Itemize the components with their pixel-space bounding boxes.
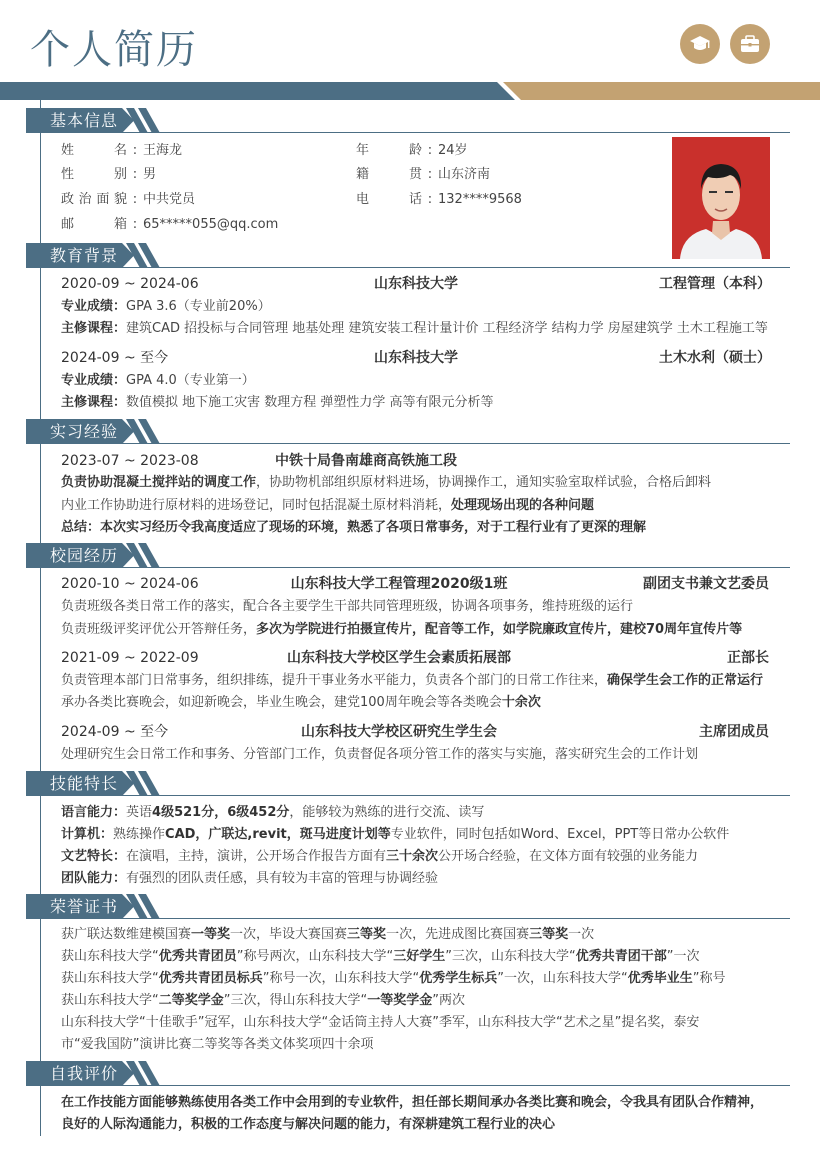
section-skills	[26, 771, 790, 801]
info-politics: 政治面貌 : 中共党员	[61, 192, 196, 207]
section-header	[26, 894, 790, 919]
section-header	[26, 771, 790, 796]
profile-photo	[672, 137, 770, 259]
campus-line: 处理研究生会日常工作和事务、分管部门工作，负责督促各项分管工作的落实与实施，落实研究生会的工作计划	[61, 747, 699, 762]
section-title: 荣誉证书	[50, 897, 119, 916]
skill-art: 文艺特长：在演唱，主持，演讲，公开场合作报告方面有三十余次公开场合经验，在文体方面有较强的业务能力	[61, 849, 699, 864]
section-education	[26, 243, 790, 273]
briefcase-icon	[730, 24, 770, 64]
internship-line: 负责协助混凝土搅拌站的调度工作，协助物机部组织原材料进场，协调操作工，通知实验室取样试验，合格后卸料	[61, 475, 712, 490]
section-campus	[26, 543, 790, 573]
honor-line: 获山东科技大学“二等奖学金”三次，得山东科技大学“一等奖学金”两次	[61, 993, 466, 1008]
honor-line: 获山东科技大学“优秀共青团员”称号两次，山东科技大学“三好学生”三次，山东科技大学“优秀共青团干部”一次	[61, 949, 700, 964]
section-header	[26, 543, 790, 568]
campus-line: 负责班级各类日常工作的落实，配合各主要学生干部共同管理班级，协调各项事务，维持班级的运行	[61, 599, 634, 614]
graduation-cap-icon	[680, 24, 720, 64]
internship-line: 内业工作协助进行原材料的进场登记，同时包括混凝土原材料消耗，处理现场出现的各种问题	[61, 498, 595, 513]
header-decor-bar	[0, 82, 820, 100]
info-age: 年龄 : 24岁	[356, 143, 468, 158]
self-eval-line: 良好的人际沟通能力，积极的工作态度与解决问题的能力，有深耕建筑工程行业的决心	[61, 1117, 556, 1132]
honor-line: 获广联达数维建模国赛一等奖一次，毕设大赛国赛三等奖一次，先进成图比赛国赛三等奖一次	[61, 927, 595, 942]
education-courses: 主修课程：数值模拟 地下施工灾害 数理方程 弹塑性力学 高等有限元分析等	[61, 395, 494, 410]
skill-language: 语言能力：英语4级521分，6级452分，能够较为熟练的进行交流、读写	[61, 805, 485, 820]
skill-computer: 计算机：熟练操作CAD，广联达,revit，斑马进度计划等专业软件，同时包括如Word、Excel，PPT等日常办公软件	[61, 827, 730, 842]
info-gender: 性别 : 男	[61, 167, 157, 182]
section-self-evaluation	[26, 1061, 790, 1091]
section-header	[26, 1061, 790, 1086]
skill-team: 团队能力：有强烈的团队责任感，具有较为丰富的管理与协调经验	[61, 871, 439, 886]
section-internship	[26, 419, 790, 449]
section-header	[26, 108, 790, 133]
section-title: 校园经历	[50, 546, 119, 565]
section-title: 实习经验	[50, 422, 119, 441]
honor-line: 山东科技大学“十佳歌手”冠军，山东科技大学“金话筒主持人大赛”季军，山东科技大学“艺术之星”提名奖，泰安	[61, 1015, 700, 1030]
section-title: 技能特长	[50, 774, 119, 793]
section-header	[26, 243, 790, 268]
section-title: 自我评价	[50, 1064, 119, 1083]
honor-line: 获山东科技大学“优秀共青团员标兵”称号一次，山东科技大学“优秀学生标兵”一次，山东科技大学“优秀毕业生”称号	[61, 971, 726, 986]
info-origin: 籍贯 : 山东济南	[356, 167, 491, 182]
campus-line: 承办各类比赛晚会，如迎新晚会，毕业生晚会，建党100周年晚会等各类晚会十余次	[61, 695, 541, 710]
education-score: 专业成绩：GPA 3.6（专业前20%）	[61, 299, 271, 314]
info-phone: 电话 : 132****9568	[356, 192, 522, 207]
self-eval-line: 在工作技能方面能够熟练使用各类工作中会用到的专业软件，担任部长期间承办各类比赛和晚会，令我具有团队合作精神，	[61, 1095, 764, 1110]
education-score: 专业成绩：GPA 4.0（专业第一）	[61, 373, 255, 388]
campus-line: 负责管理本部门日常事务，组织排练，提升干事业务水平能力，负责各个部门的日常工作往来，确保学生会工作的正常运行	[61, 673, 764, 688]
info-email: 邮箱 : 65*****055@qq.com	[61, 217, 279, 232]
page-title: 个人简历	[30, 27, 198, 73]
section-title: 教育背景	[50, 246, 119, 265]
campus-line: 负责班级评奖评优公开答辩任务，多次为学院进行拍摄宣传片，配音等工作，如学院廉政宣传片，建校70周年宣传片等	[61, 622, 743, 637]
info-name: 姓名 : 王海龙	[61, 143, 183, 158]
section-title: 基本信息	[50, 111, 119, 130]
internship-summary: 总结：本次实习经历令我高度适应了现场的环境，熟悉了各项日常事务，对于工程行业有了更深的理解	[61, 520, 647, 535]
section-header	[26, 419, 790, 444]
section-honors	[26, 894, 790, 924]
education-courses: 主修课程：建筑CAD 招投标与合同管理 地基处理 建筑安装工程计量计价 工程经济学 结构力学 房屋建筑学 土木工程施工等	[61, 321, 768, 336]
honor-line: 市“爱我国防”演讲比赛二等奖等各类文体奖项四十余项	[61, 1037, 374, 1052]
